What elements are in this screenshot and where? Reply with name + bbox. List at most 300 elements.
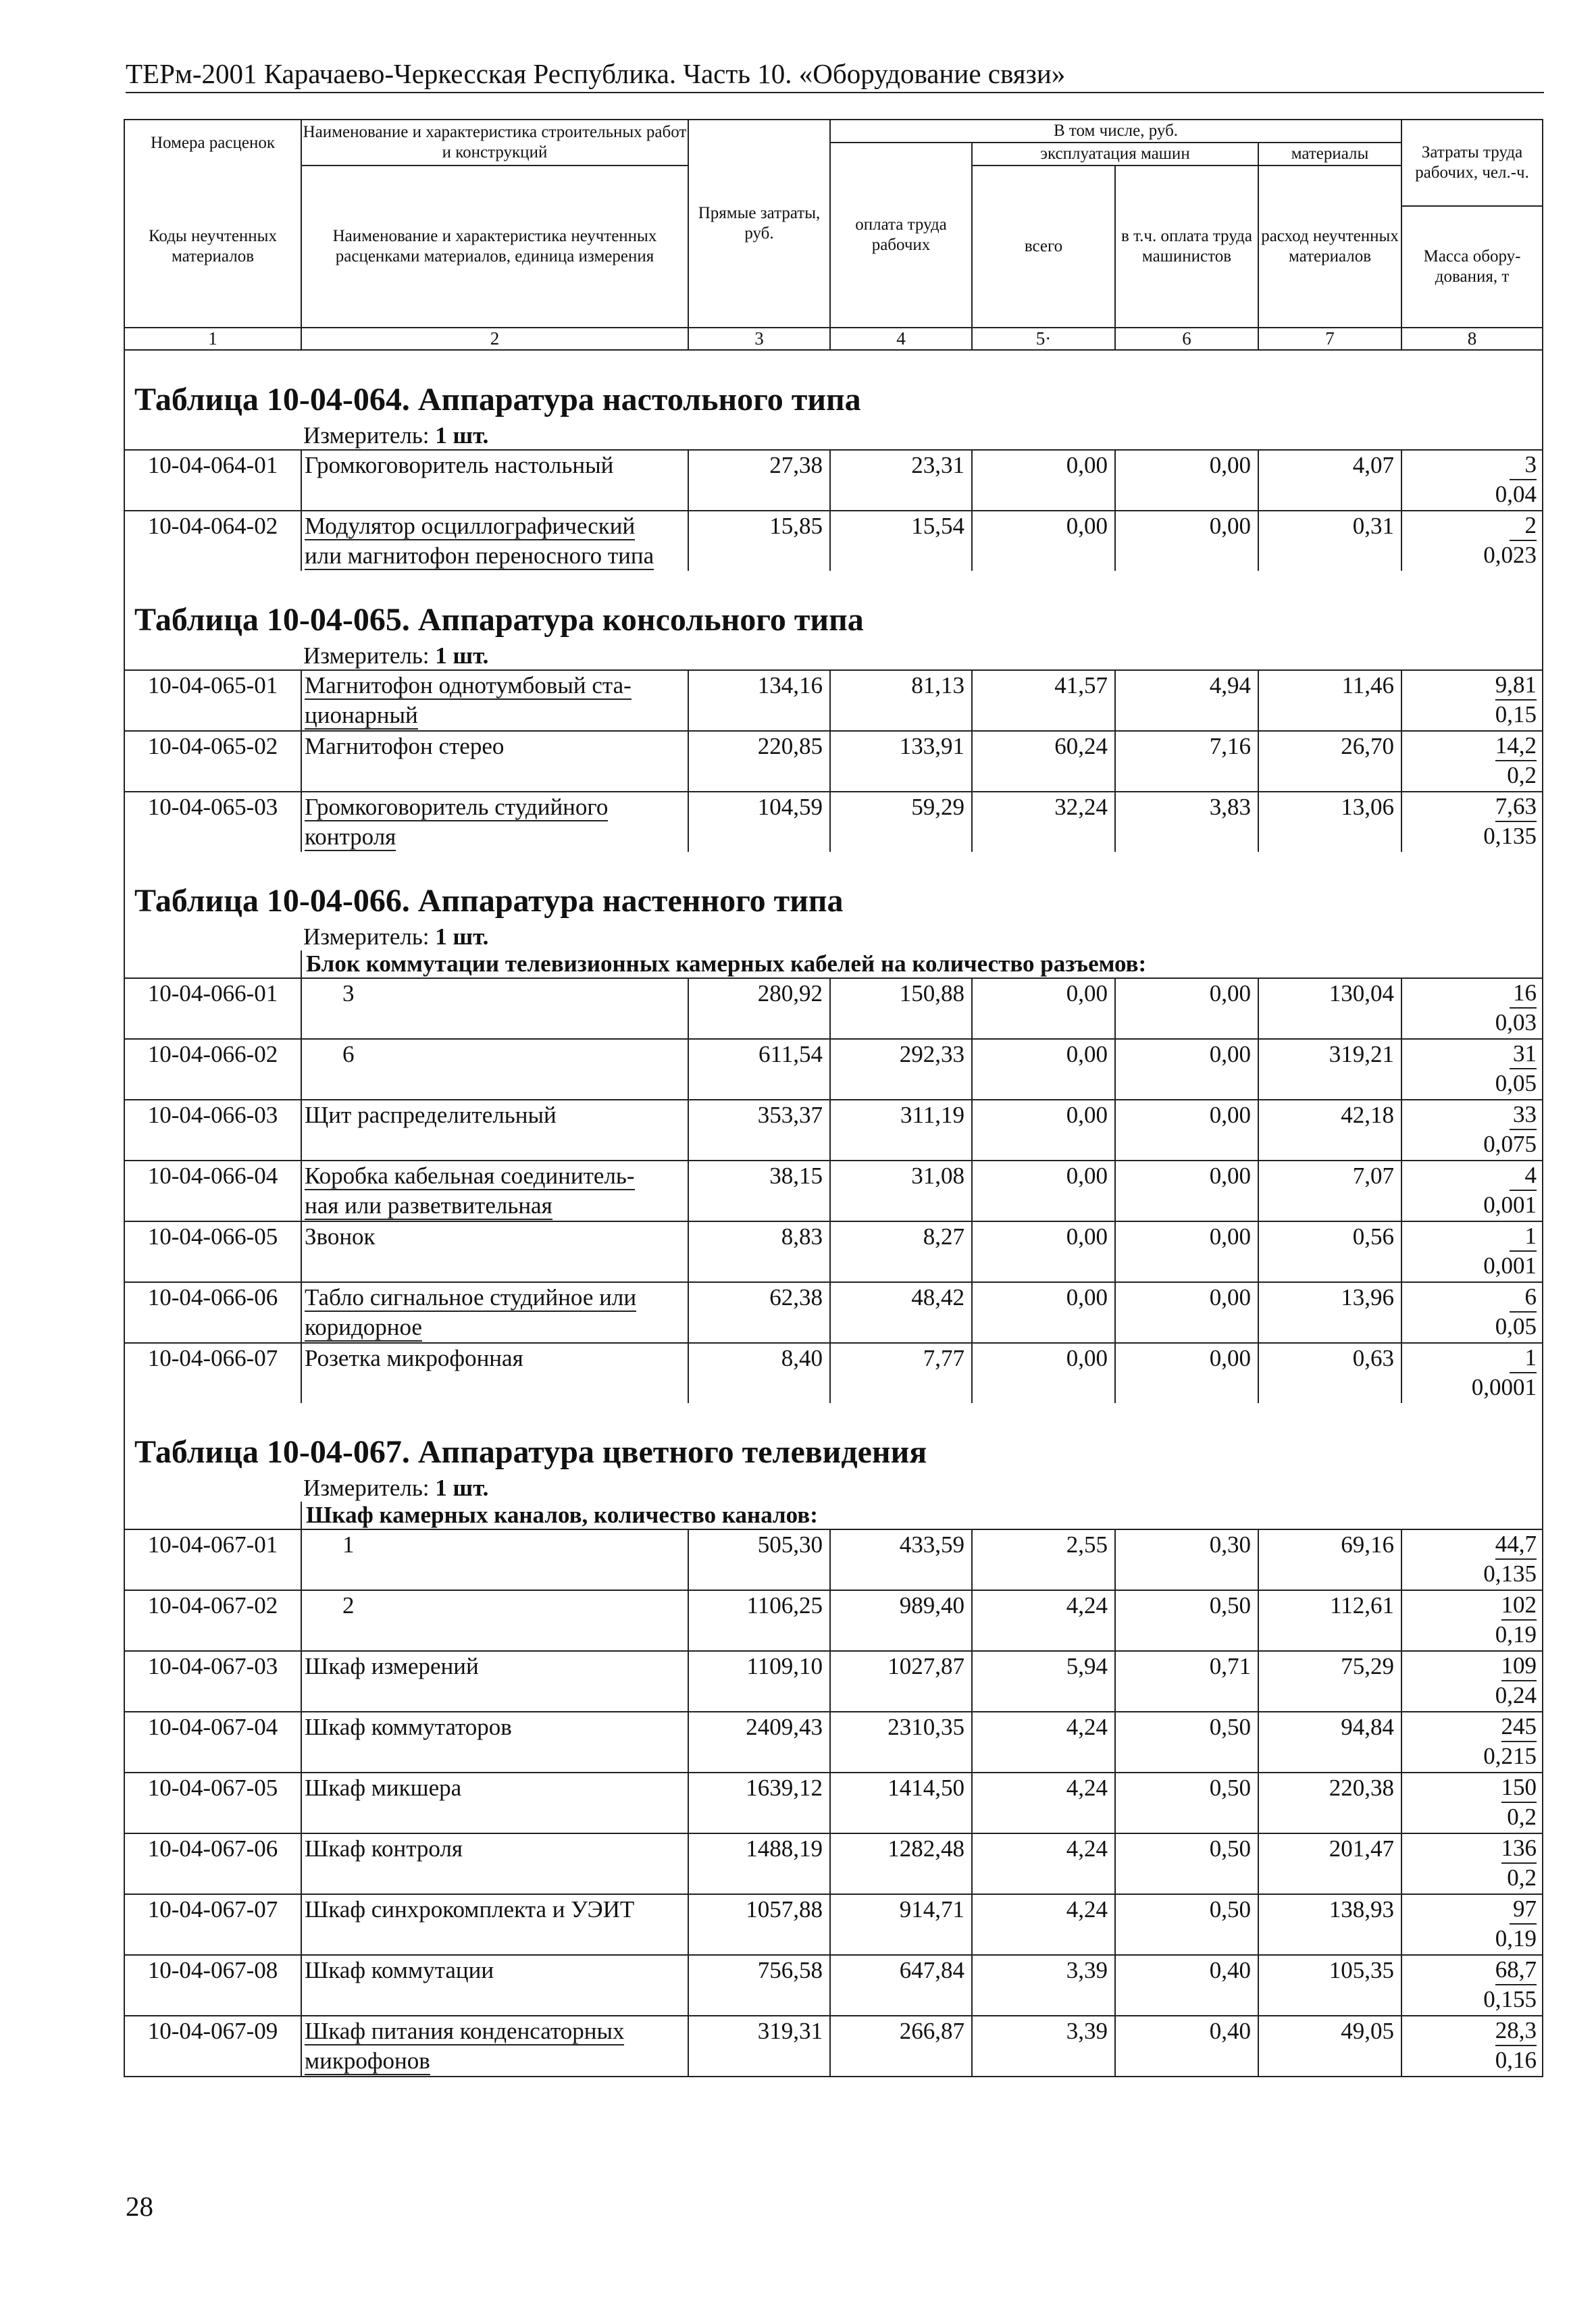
row-direct-costs: 1106,25 (688, 1590, 830, 1651)
row-machine-pay: 0,71 (1115, 1651, 1258, 1712)
row-materials: 220,38 (1258, 1773, 1401, 1833)
row-equipment-mass: 0,155 (1483, 1986, 1537, 2012)
row-machine-total: 0,00 (972, 1343, 1115, 1403)
row-name-line: ционарный (305, 702, 418, 728)
meter-value: 1 шт. (435, 422, 489, 449)
row-name (301, 1100, 688, 1161)
row-machine-pay: 4,94 (1115, 670, 1258, 731)
row-machine-pay: 0,00 (1115, 1039, 1258, 1100)
row-direct-costs: 27,38 (688, 450, 830, 511)
row-name-line: 1 (342, 1531, 355, 1558)
row-machine-pay: 0,00 (1115, 1161, 1258, 1221)
row-name-line: Шкаф контроля (305, 1835, 463, 1862)
row-labor (1401, 1712, 1543, 1773)
row-name (301, 511, 688, 571)
page-header: ТЕРм-2001 Карачаево-Черкесская Республика. Часть 10. «Оборудование связи» (126, 57, 1544, 93)
row-name-line: Магнитофон стерео (305, 733, 505, 759)
row-code: 10-04-064-01 (124, 450, 301, 511)
col-materials: материалы (1258, 143, 1401, 166)
row-machine-total: 4,24 (972, 1773, 1115, 1833)
col-worker-pay: оплата труда рабочих (830, 143, 972, 328)
col-number: 2 (301, 328, 688, 350)
row-machine-total: 0,00 (972, 450, 1115, 511)
row-name-line: Модулятор осциллографический (305, 513, 636, 539)
row-machine-pay: 0,50 (1115, 1712, 1258, 1773)
row-labor (1401, 1161, 1543, 1221)
table-row (124, 1529, 1543, 1590)
table-row (124, 1039, 1543, 1100)
row-worker-pay: 59,29 (830, 792, 972, 852)
row-name (301, 1343, 688, 1403)
table-row (124, 792, 1543, 852)
row-equipment-mass: 0,03 (1495, 1009, 1537, 1036)
row-name-line: Шкаф питания конденсаторных (305, 2018, 625, 2044)
row-direct-costs: 8,83 (688, 1221, 830, 1282)
col-labor-top: Затраты труда рабочих, чел.-ч. (1401, 120, 1543, 206)
row-name-line: 2 (342, 1592, 355, 1619)
row-labor-hours: 6 (1510, 1283, 1537, 1313)
row-name (301, 1529, 688, 1590)
col-number: 3 (688, 328, 830, 350)
row-code: 10-04-065-01 (124, 670, 301, 731)
row-code: 10-04-066-07 (124, 1343, 301, 1403)
col-direct-costs: Прямые затраты, руб. (688, 120, 830, 328)
row-name-line: Громкоговоритель студийного (305, 794, 609, 820)
section-title: Таблица 10-04-064. Аппаратура настольного типа (124, 350, 1543, 422)
row-machine-total: 2,55 (972, 1529, 1115, 1590)
row-materials: 0,31 (1258, 511, 1401, 571)
row-machine-total: 0,00 (972, 1282, 1115, 1343)
row-labor-hours: 16 (1510, 979, 1537, 1009)
row-code: 10-04-066-05 (124, 1221, 301, 1282)
row-name-line: 3 (342, 980, 355, 1007)
row-labor (1401, 1773, 1543, 1833)
col-number: 4 (830, 328, 972, 350)
row-direct-costs: 1639,12 (688, 1773, 830, 1833)
row-equipment-mass: 0,19 (1495, 1925, 1537, 1952)
row-labor (1401, 978, 1543, 1039)
col-name-bottom: Наименование и характеристика неучтенных расценками материалов, единица измерения (301, 166, 688, 328)
row-machine-pay: 7,16 (1115, 731, 1258, 792)
row-code: 10-04-066-04 (124, 1161, 301, 1221)
row-materials: 4,07 (1258, 450, 1401, 511)
meter-row (124, 642, 1543, 670)
group-label: Шкаф камерных каналов, количество каналов: (301, 1502, 1543, 1529)
row-labor-hours: 31 (1510, 1040, 1537, 1069)
table-row (124, 1712, 1543, 1773)
row-name (301, 450, 688, 511)
table-row (124, 978, 1543, 1039)
meter (124, 923, 1543, 950)
row-machine-pay: 0,00 (1115, 450, 1258, 511)
row-labor-hours: 68,7 (1495, 1956, 1537, 1985)
row-materials: 130,04 (1258, 978, 1401, 1039)
row-machine-total: 0,00 (972, 978, 1115, 1039)
table-row (124, 1833, 1543, 1894)
row-code: 10-04-067-08 (124, 1955, 301, 2016)
group-label-row (124, 950, 1543, 978)
row-machine-total: 41,57 (972, 670, 1115, 731)
col-labor-bottom: Масса обору-дования, т (1401, 206, 1543, 328)
table-row (124, 1651, 1543, 1712)
row-name (301, 1955, 688, 2016)
row-equipment-mass: 0,24 (1495, 1682, 1537, 1708)
row-equipment-mass: 0,04 (1495, 481, 1537, 507)
row-direct-costs: 104,59 (688, 792, 830, 852)
row-materials: 75,29 (1258, 1651, 1401, 1712)
row-materials: 112,61 (1258, 1590, 1401, 1651)
row-name (301, 1282, 688, 1343)
row-worker-pay: 8,27 (830, 1221, 972, 1282)
row-materials: 138,93 (1258, 1894, 1401, 1955)
row-equipment-mass: 0,2 (1507, 762, 1537, 788)
page-number: 28 (126, 2191, 153, 2222)
row-labor (1401, 792, 1543, 852)
group-label: Блок коммутации телевизионных камерных кабелей на количество разъемов: (301, 950, 1543, 978)
row-labor (1401, 1282, 1543, 1343)
row-name-line: Громкоговоритель настольный (305, 452, 614, 478)
row-labor (1401, 450, 1543, 511)
table-row (124, 731, 1543, 792)
row-labor-hours: 44,7 (1495, 1530, 1537, 1560)
row-materials: 11,46 (1258, 670, 1401, 731)
row-labor-hours: 102 (1501, 1591, 1537, 1621)
row-name (301, 2016, 688, 2077)
row-name-line: коридорное (305, 1314, 422, 1340)
row-name (301, 1894, 688, 1955)
row-worker-pay: 311,19 (830, 1100, 972, 1161)
row-machine-pay: 0,30 (1115, 1529, 1258, 1590)
row-code: 10-04-067-06 (124, 1833, 301, 1894)
row-labor (1401, 1894, 1543, 1955)
row-worker-pay: 989,40 (830, 1590, 972, 1651)
row-machine-pay: 0,00 (1115, 511, 1258, 571)
row-materials: 0,56 (1258, 1221, 1401, 1282)
row-code: 10-04-065-03 (124, 792, 301, 852)
row-labor-hours: 97 (1510, 1895, 1537, 1925)
row-code: 10-04-067-03 (124, 1651, 301, 1712)
row-direct-costs: 62,38 (688, 1282, 830, 1343)
row-materials: 105,35 (1258, 1955, 1401, 2016)
row-equipment-mass: 0,0001 (1471, 1374, 1537, 1400)
row-code: 10-04-067-01 (124, 1529, 301, 1590)
row-direct-costs: 220,85 (688, 731, 830, 792)
section-title: Таблица 10-04-066. Аппаратура настенного типа (124, 852, 1543, 923)
row-materials: 49,05 (1258, 2016, 1401, 2077)
row-machine-total: 0,00 (972, 1039, 1115, 1100)
group-code-cell (124, 1502, 301, 1529)
row-labor-hours: 7,63 (1495, 792, 1537, 822)
row-machine-pay: 0,50 (1115, 1833, 1258, 1894)
row-equipment-mass: 0,16 (1495, 2047, 1537, 2073)
col-number: 1 (124, 328, 301, 350)
row-equipment-mass: 0,2 (1507, 1804, 1537, 1830)
group-label-row (124, 1502, 1543, 1529)
row-direct-costs: 353,37 (688, 1100, 830, 1161)
row-machine-pay: 0,40 (1115, 2016, 1258, 2077)
row-code: 10-04-067-04 (124, 1712, 301, 1773)
row-direct-costs: 280,92 (688, 978, 830, 1039)
row-materials: 7,07 (1258, 1161, 1401, 1221)
row-machine-total: 4,24 (972, 1590, 1115, 1651)
row-name-line: Щит распределительный (305, 1102, 557, 1128)
row-name-line: ная или разветвительная (305, 1192, 552, 1219)
row-name-line: Шкаф коммутаторов (305, 1714, 512, 1740)
column-numbers-row (124, 328, 1543, 350)
row-name (301, 1651, 688, 1712)
section-title: Таблица 10-04-065. Аппаратура консольного типа (124, 571, 1543, 642)
meter-label: Измеритель: (303, 642, 430, 669)
row-labor-hours: 9,81 (1495, 671, 1537, 701)
row-name (301, 1773, 688, 1833)
row-equipment-mass: 0,135 (1483, 823, 1537, 849)
table-row (124, 1100, 1543, 1161)
row-code: 10-04-065-02 (124, 731, 301, 792)
col-materials-sub: расход неучтенных материалов (1258, 166, 1401, 328)
row-code: 10-04-066-03 (124, 1100, 301, 1161)
row-worker-pay: 31,08 (830, 1161, 972, 1221)
row-name-line: Розетка микрофонная (305, 1345, 523, 1371)
row-machine-pay: 0,00 (1115, 978, 1258, 1039)
row-machine-total: 32,24 (972, 792, 1115, 852)
table-row (124, 1894, 1543, 1955)
row-labor (1401, 1343, 1543, 1403)
row-name-line: Шкаф синхрокомплекта и УЭИТ (305, 1896, 635, 1923)
row-machine-pay: 3,83 (1115, 792, 1258, 852)
row-materials: 69,16 (1258, 1529, 1401, 1590)
row-materials: 42,18 (1258, 1100, 1401, 1161)
row-code: 10-04-067-02 (124, 1590, 301, 1651)
row-machine-pay: 0,50 (1115, 1894, 1258, 1955)
row-worker-pay: 433,59 (830, 1529, 972, 1590)
row-labor-hours: 28,3 (1495, 2016, 1537, 2046)
row-name (301, 731, 688, 792)
table-row (124, 670, 1543, 731)
row-name-line: Коробка кабельная соединитель- (305, 1163, 635, 1189)
table-row (124, 1773, 1543, 1833)
row-direct-costs: 15,85 (688, 511, 830, 571)
row-labor (1401, 1100, 1543, 1161)
col-number: 8 (1401, 328, 1543, 350)
row-labor-hours: 1 (1510, 1344, 1537, 1373)
table-row (124, 1161, 1543, 1221)
table-row (124, 1282, 1543, 1343)
table-row (124, 1343, 1543, 1403)
row-machine-total: 0,00 (972, 511, 1115, 571)
row-machine-pay: 0,50 (1115, 1590, 1258, 1651)
meter-label: Измеритель: (303, 1475, 430, 1501)
row-labor-hours: 33 (1510, 1100, 1537, 1130)
row-equipment-mass: 0,05 (1495, 1070, 1537, 1096)
row-machine-total: 0,00 (972, 1161, 1115, 1221)
col-number: 7 (1258, 328, 1401, 350)
row-machine-total: 4,24 (972, 1894, 1115, 1955)
row-code: 10-04-066-02 (124, 1039, 301, 1100)
row-worker-pay: 1414,50 (830, 1773, 972, 1833)
row-name (301, 1221, 688, 1282)
col-machine-ops: эксплуатация машин (972, 143, 1258, 166)
row-direct-costs: 1109,10 (688, 1651, 830, 1712)
row-name (301, 978, 688, 1039)
section-title-row (124, 852, 1543, 923)
row-equipment-mass: 0,2 (1507, 1864, 1537, 1891)
row-worker-pay: 150,88 (830, 978, 972, 1039)
row-machine-total: 4,24 (972, 1712, 1115, 1773)
row-direct-costs: 38,15 (688, 1161, 830, 1221)
row-equipment-mass: 0,001 (1483, 1252, 1537, 1279)
meter-row (124, 923, 1543, 950)
row-name (301, 792, 688, 852)
row-materials: 201,47 (1258, 1833, 1401, 1894)
row-labor-hours: 14,2 (1495, 732, 1537, 761)
row-labor-hours: 150 (1501, 1773, 1537, 1803)
group-code-cell (124, 950, 301, 978)
row-worker-pay: 133,91 (830, 731, 972, 792)
row-name-line: Табло сигнальное студийное или (305, 1284, 637, 1311)
row-direct-costs: 1488,19 (688, 1833, 830, 1894)
row-name-line: микрофонов (305, 2048, 430, 2074)
row-labor-hours: 3 (1510, 451, 1537, 480)
row-labor (1401, 1651, 1543, 1712)
row-materials: 13,96 (1258, 1282, 1401, 1343)
row-labor (1401, 1039, 1543, 1100)
row-equipment-mass: 0,023 (1483, 542, 1537, 568)
row-equipment-mass: 0,19 (1495, 1621, 1537, 1648)
row-direct-costs: 611,54 (688, 1039, 830, 1100)
meter (124, 642, 1543, 670)
col-name-top: Наименование и характеристика строительных работ и конструкций (301, 120, 688, 166)
meter (124, 1475, 1543, 1502)
row-materials: 94,84 (1258, 1712, 1401, 1773)
rates-table (124, 119, 1543, 2077)
row-materials: 0,63 (1258, 1343, 1401, 1403)
row-name-line: 6 (342, 1041, 355, 1067)
row-worker-pay: 914,71 (830, 1894, 972, 1955)
row-worker-pay: 266,87 (830, 2016, 972, 2077)
row-machine-pay: 0,50 (1115, 1773, 1258, 1833)
meter-label: Измеритель: (303, 923, 430, 950)
row-machine-total: 3,39 (972, 1955, 1115, 2016)
row-direct-costs: 756,58 (688, 1955, 830, 2016)
row-worker-pay: 48,42 (830, 1282, 972, 1343)
row-labor-hours: 4 (1510, 1161, 1537, 1191)
row-labor (1401, 511, 1543, 571)
row-worker-pay: 7,77 (830, 1343, 972, 1403)
row-direct-costs: 319,31 (688, 2016, 830, 2077)
col-rate-numbers: Номера расценок (124, 120, 301, 166)
row-labor-hours: 136 (1501, 1834, 1537, 1864)
row-name (301, 670, 688, 731)
row-labor (1401, 1590, 1543, 1651)
row-worker-pay: 2310,35 (830, 1712, 972, 1773)
row-name (301, 1833, 688, 1894)
row-name-line: Магнитофон однотумбовый ста- (305, 672, 632, 698)
row-worker-pay: 292,33 (830, 1039, 972, 1100)
table-row (124, 511, 1543, 571)
row-labor (1401, 2016, 1543, 2077)
row-machine-pay: 0,40 (1115, 1955, 1258, 2016)
table-row (124, 1590, 1543, 1651)
row-worker-pay: 1282,48 (830, 1833, 972, 1894)
col-number: 6 (1115, 328, 1258, 350)
row-machine-pay: 0,00 (1115, 1100, 1258, 1161)
row-name (301, 1161, 688, 1221)
meter-value: 1 шт. (435, 923, 489, 950)
row-machine-total: 60,24 (972, 731, 1115, 792)
row-materials: 13,06 (1258, 792, 1401, 852)
row-direct-costs: 2409,43 (688, 1712, 830, 1773)
section-title-row (124, 571, 1543, 642)
col-number: 5· (972, 328, 1115, 350)
table-row (124, 1221, 1543, 1282)
row-machine-total: 0,00 (972, 1100, 1115, 1161)
row-machine-pay: 0,00 (1115, 1282, 1258, 1343)
row-materials: 26,70 (1258, 731, 1401, 792)
row-labor-hours: 2 (1510, 511, 1537, 541)
row-direct-costs: 1057,88 (688, 1894, 830, 1955)
row-direct-costs: 505,30 (688, 1529, 830, 1590)
row-worker-pay: 81,13 (830, 670, 972, 731)
row-name-line: контроля (305, 823, 396, 850)
meter-value: 1 шт. (435, 1475, 489, 1501)
row-worker-pay: 1027,87 (830, 1651, 972, 1712)
row-labor (1401, 670, 1543, 731)
row-labor (1401, 1221, 1543, 1282)
row-machine-pay: 0,00 (1115, 1221, 1258, 1282)
row-name (301, 1590, 688, 1651)
row-worker-pay: 23,31 (830, 450, 972, 511)
row-worker-pay: 647,84 (830, 1955, 972, 2016)
row-worker-pay: 15,54 (830, 511, 972, 571)
row-name (301, 1712, 688, 1773)
row-machine-total: 3,39 (972, 2016, 1115, 2077)
row-name-line: или магнитофон переносного типа (305, 542, 654, 569)
meter-row (124, 1475, 1543, 1502)
row-direct-costs: 134,16 (688, 670, 830, 731)
meter-value: 1 шт. (435, 642, 489, 669)
meter-label: Измеритель: (303, 422, 430, 449)
row-code: 10-04-067-07 (124, 1894, 301, 1955)
row-equipment-mass: 0,05 (1495, 1313, 1537, 1340)
row-labor-hours: 245 (1501, 1712, 1537, 1742)
row-code: 10-04-067-05 (124, 1773, 301, 1833)
row-machine-total: 5,94 (972, 1651, 1115, 1712)
meter (124, 422, 1543, 450)
col-including: В том числе, руб. (830, 120, 1401, 143)
row-materials: 319,21 (1258, 1039, 1401, 1100)
row-direct-costs: 8,40 (688, 1343, 830, 1403)
row-labor-hours: 109 (1501, 1652, 1537, 1681)
row-equipment-mass: 0,15 (1495, 701, 1537, 728)
section-title: Таблица 10-04-067. Аппаратура цветного телевидения (124, 1403, 1543, 1475)
row-code: 10-04-066-01 (124, 978, 301, 1039)
row-name-line: Звонок (305, 1223, 376, 1250)
table-row (124, 450, 1543, 511)
row-labor (1401, 1955, 1543, 2016)
row-machine-pay: 0,00 (1115, 1343, 1258, 1403)
row-machine-total: 4,24 (972, 1833, 1115, 1894)
col-machine-total: всего (972, 166, 1115, 328)
row-name-line: Шкаф микшера (305, 1775, 462, 1801)
meter-row (124, 422, 1543, 450)
row-equipment-mass: 0,215 (1483, 1743, 1537, 1769)
row-labor-hours: 1 (1510, 1222, 1537, 1252)
row-equipment-mass: 0,001 (1483, 1192, 1537, 1218)
row-labor (1401, 1529, 1543, 1590)
row-machine-total: 0,00 (972, 1221, 1115, 1282)
row-equipment-mass: 0,135 (1483, 1560, 1537, 1587)
row-name-line: Шкаф коммутации (305, 1957, 494, 1983)
